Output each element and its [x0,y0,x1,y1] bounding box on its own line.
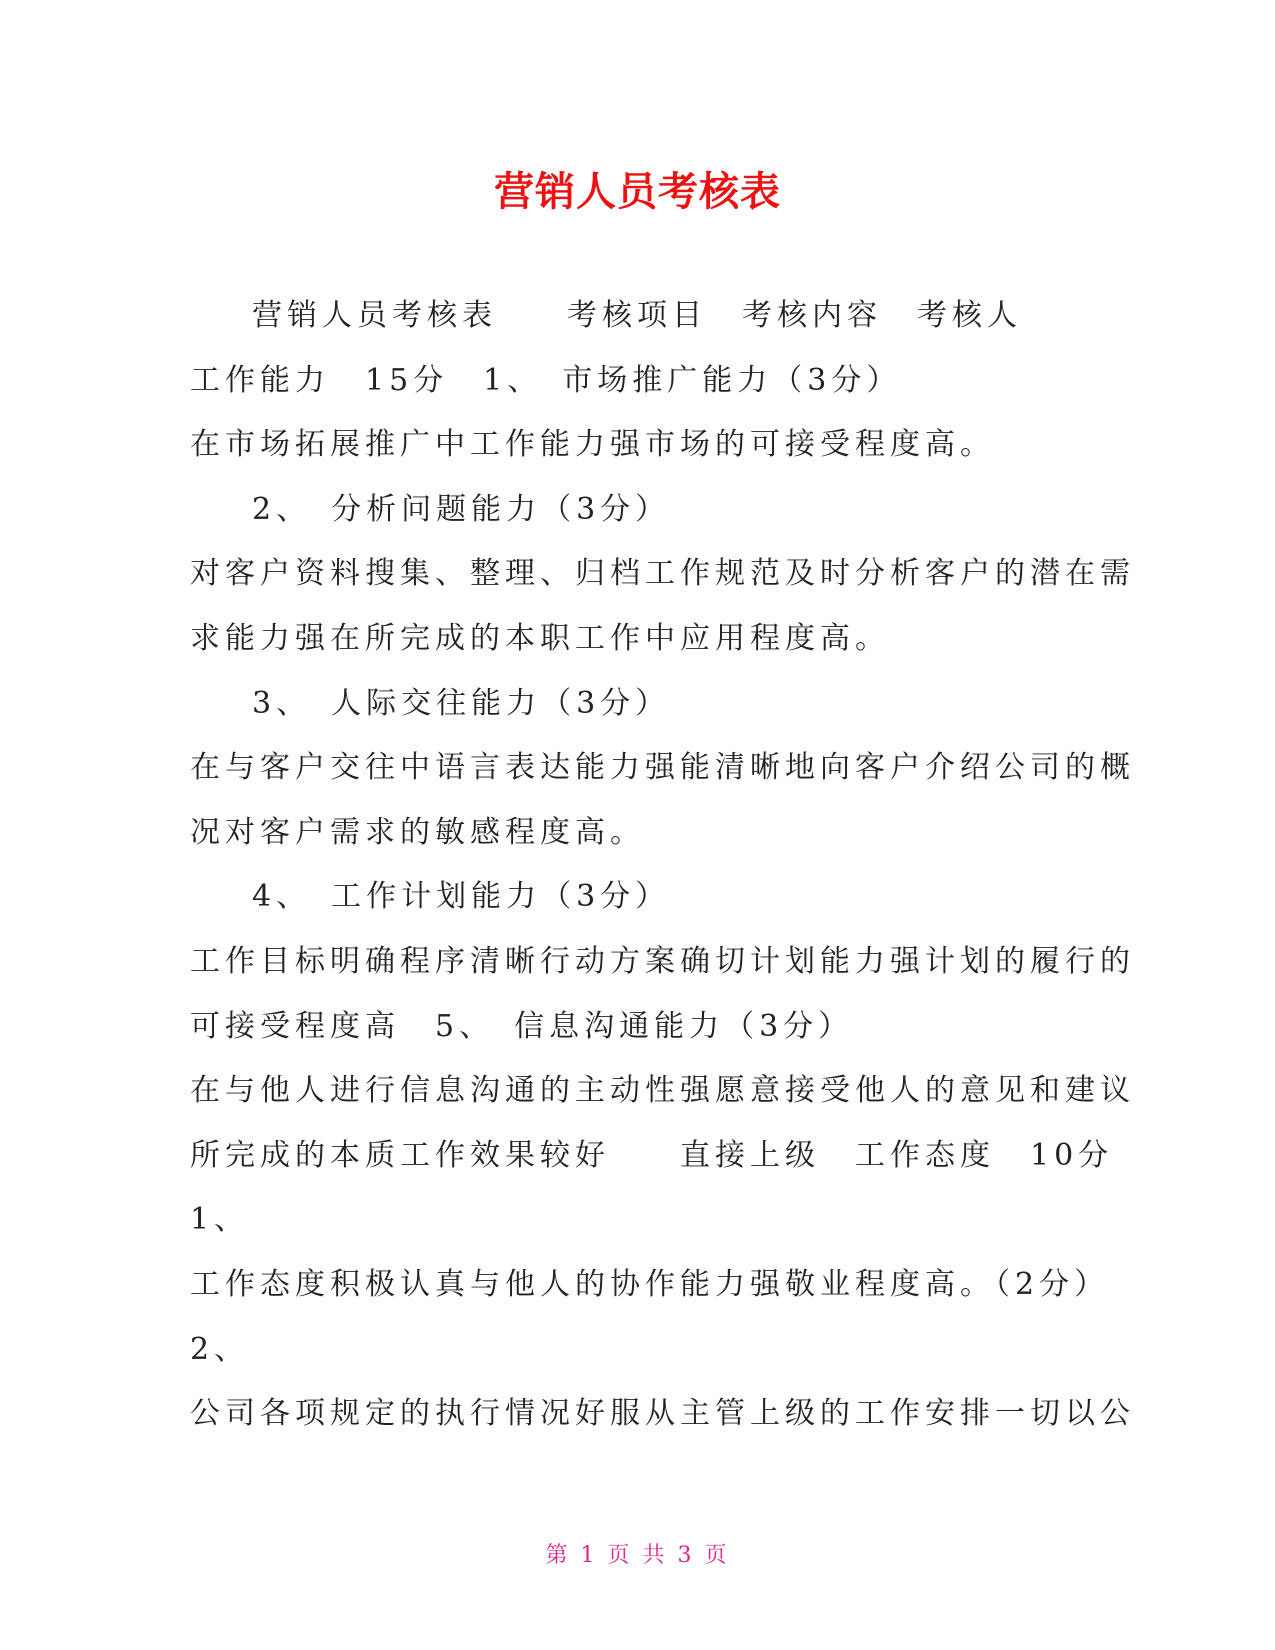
text-line: 2、 分析问题能力（3分） [252,491,671,527]
text-line: 求能力强在所完成的本职工作中应用程度高。 [190,620,890,656]
text-line: 在与客户交往中语言表达能力强能清晰地向客户介绍公司的概 [190,750,1135,786]
document-body [190,293,1135,1456]
text-line: 1、 [190,1202,250,1238]
text-line: 工作目标明确程序清晰行动方案确切计划能力强计划的履行的 [190,943,1135,979]
text-line: 况对客户需求的敏感程度高。 [190,814,645,850]
page-title: 营销人员考核表 [494,169,781,215]
text-line: 可接受程度高 5、 信息沟通能力（3分） [190,1008,854,1044]
text-line: 对客户资料搜集、整理、归档工作规范及时分析客户的潜在需 [190,556,1135,592]
text-line: 所完成的本质工作效果较好 直接上级 工作态度 10分 [190,1137,1114,1173]
text-line: 3、 人际交往能力（3分） [252,685,671,721]
text-line: 营销人员考核表 考核项目 考核内容 考核人 [252,298,1022,333]
text-line: 工作能力 15分 1、 市场推广能力（3分） [190,362,902,398]
text-line: 工作态度积极认真与他人的协作能力强敬业程度高。（2分） [190,1266,1110,1302]
page-footer: 第 1 页 共 3 页 [545,1543,730,1568]
text-line: 4、 工作计划能力（3分） [252,879,671,915]
text-line: 在与他人进行信息沟通的主动性强愿意接受他人的意见和建议 [190,1073,1135,1109]
text-line: 公司各项规定的执行情况好服从主管上级的工作安排一切以公 [190,1396,1135,1432]
text-line: 在市场拓展推广中工作能力强市场的可接受程度高。 [190,427,995,463]
text-line: 2、 [190,1331,250,1367]
